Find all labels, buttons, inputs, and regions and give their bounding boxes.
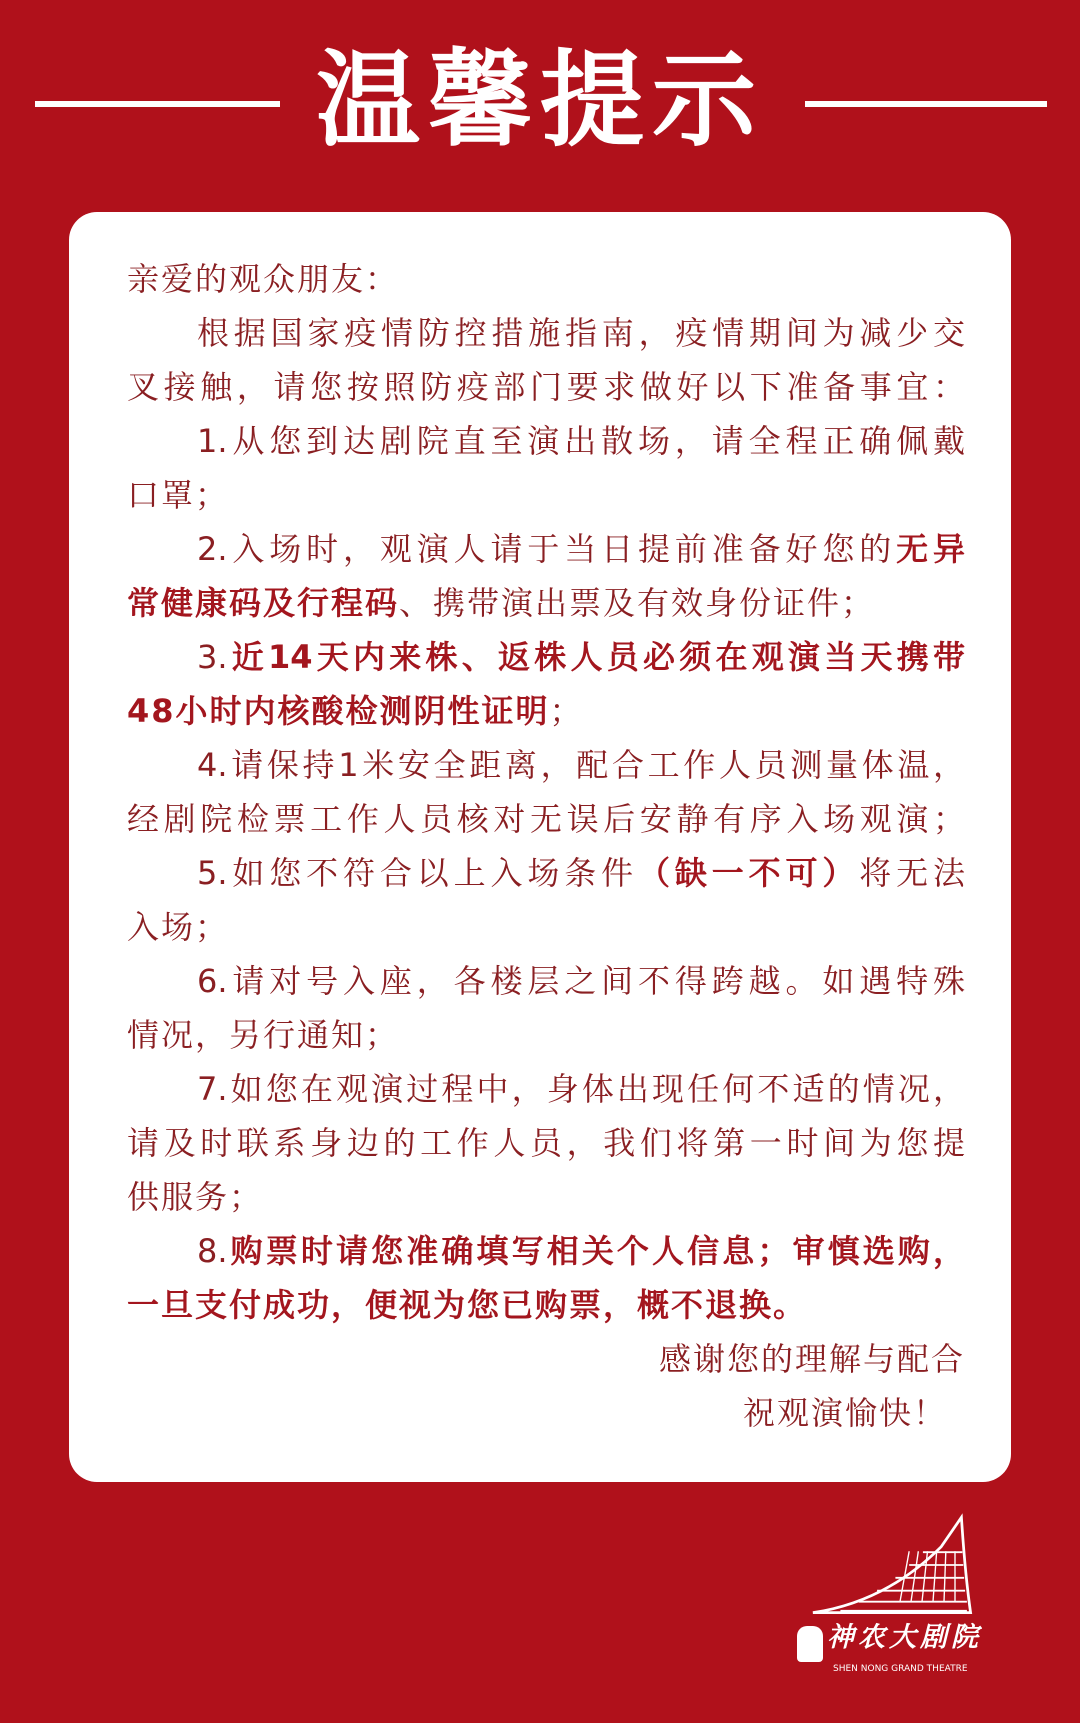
notice-text: 8. <box>197 1232 228 1270</box>
notice-text: 根据国家疫情防控措施指南，疫情期间为减少交 <box>197 314 965 352</box>
emphasis-text: 48小时内核酸检测阴性证明 <box>127 692 550 730</box>
notice-line <box>127 1170 965 1224</box>
notice-line <box>127 846 965 900</box>
logo-name-en: SHEN NONG GRAND THEATRE <box>833 1664 968 1674</box>
notice-text: 入场； <box>127 908 230 946</box>
logo-name-cn: 神农大剧院 <box>827 1622 982 1653</box>
notice-line <box>127 522 965 576</box>
notice-line <box>127 576 965 630</box>
notice-text: 3. <box>197 638 228 676</box>
notice-line <box>127 1278 965 1332</box>
theatre-building-icon <box>795 1510 1005 1620</box>
notice-text: 1.从您到达剧院直至演出散场，请全程正确佩戴 <box>197 422 965 460</box>
theatre-logo <box>795 1510 1005 1690</box>
notice-line <box>127 738 965 792</box>
notice-text: 6.请对号入座，各楼层之间不得跨越。如遇特殊 <box>197 962 965 1000</box>
notice-text: 祝观演愉快！ <box>742 1394 947 1432</box>
notice-text: 7.如您在观演过程中，身体出现任何不适的情况， <box>197 1070 965 1108</box>
logo-emblem-icon <box>797 1626 823 1662</box>
emphasis-text: （缺一不可） <box>638 854 860 892</box>
notice-line <box>127 414 965 468</box>
notice-line <box>127 954 965 1008</box>
notice-text: 经剧院检票工作人员核对无误后安静有序入场观演； <box>127 800 965 838</box>
page-title: 温馨提示 <box>315 39 764 161</box>
notice-line <box>127 792 965 846</box>
notice-text: 情况，另行通知； <box>127 1016 400 1054</box>
notice-text: 请及时联系身边的工作人员，我们将第一时间为您提 <box>127 1124 965 1162</box>
notice-line <box>127 630 965 684</box>
notice-card <box>69 212 1011 1482</box>
notice-line <box>127 1332 965 1386</box>
notice-line <box>127 684 965 738</box>
notice-line <box>127 1062 965 1116</box>
notice-line <box>127 306 965 360</box>
notice-text: 、携带演出票及有效身份证件； <box>399 584 876 622</box>
notice-text: 将无法 <box>859 854 965 892</box>
notice-line <box>127 252 965 306</box>
notice-text: 2.入场时，观演人请于当日提前准备好您的 <box>197 530 897 568</box>
notice-line <box>127 1116 965 1170</box>
notice-text: 口罩； <box>127 476 230 514</box>
emphasis-text: 购票时请您准确填写相关个人信息；审慎选购， <box>227 1232 965 1270</box>
emphasis-text: 常健康码及行程码 <box>127 584 400 622</box>
notice-text: 5.如您不符合以上入场条件 <box>197 854 638 892</box>
notice-line <box>127 1224 965 1278</box>
notice-line <box>127 900 965 954</box>
notice-line <box>127 468 965 522</box>
notice-line <box>127 1008 965 1062</box>
notice-text: ； <box>549 692 584 730</box>
notice-text: 供服务； <box>127 1178 264 1216</box>
notice-line <box>127 360 965 414</box>
notice-body <box>127 252 965 1440</box>
notice-text: 感谢您的理解与配合 <box>658 1340 965 1378</box>
notice-text: 4.请保持1米安全距离，配合工作人员测量体温， <box>197 746 965 784</box>
emphasis-text: 一旦支付成功，便视为您已购票，概不退换。 <box>127 1286 808 1324</box>
emphasis-text: 近14天内来株、返株人员必须在观演当天携带 <box>227 638 965 676</box>
notice-text: 叉接触，请您按照防疫部门要求做好以下准备事宜： <box>127 368 965 406</box>
notice-line <box>127 1386 965 1440</box>
emphasis-text: 无异 <box>896 530 965 568</box>
notice-text: 亲爱的观众朋友： <box>127 260 400 298</box>
